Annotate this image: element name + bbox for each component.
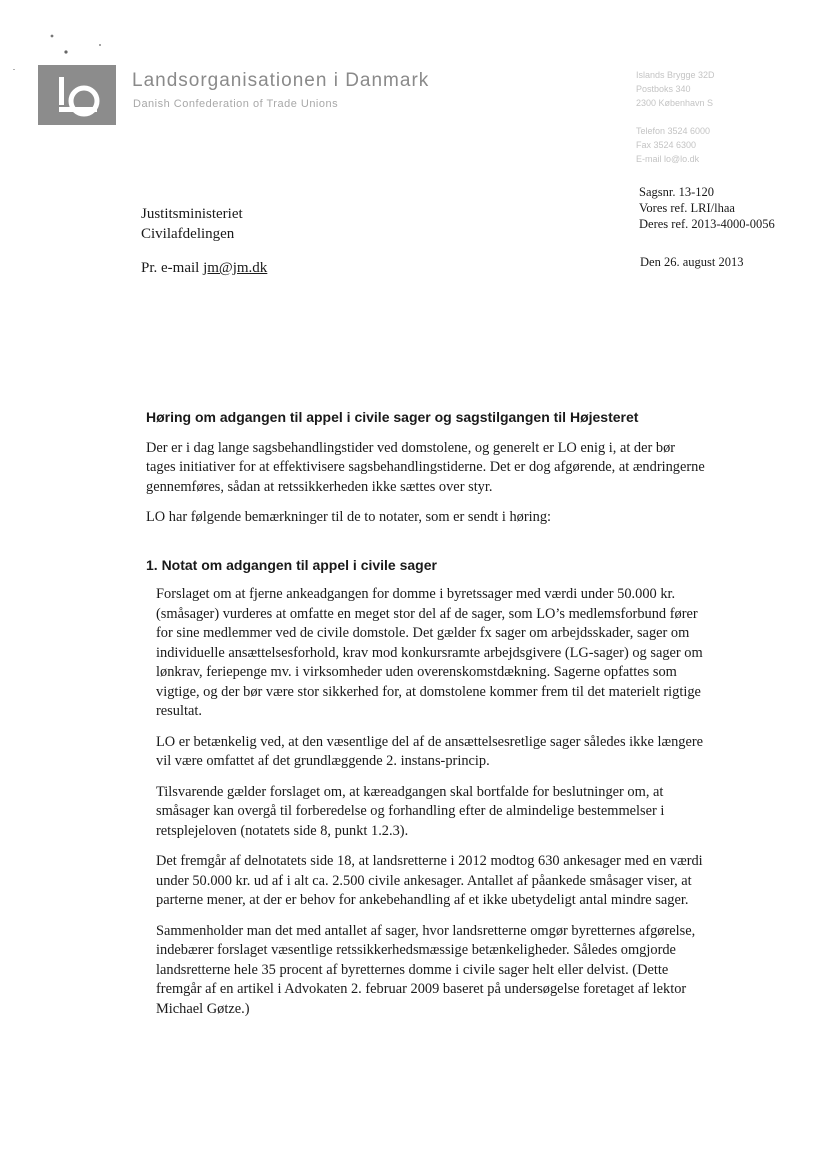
lo-logo-icon xyxy=(38,65,116,125)
contact-block xyxy=(636,68,715,166)
your-reference: Deres ref. 2013-4000-0056 xyxy=(639,217,775,231)
body-paragraph: Sammenholder man det med antallet af sager, hvor landsretterne omgør byretternes afgørelse, indebærer forslaget væsentlige retssikkerhedsmæssige betænkeligheder. Således omgjorde landsretterne hele 35 procent af byretternes domme i civile sager helt eller delvist. (Dette fremgår af en artikel i Advokaten 2. februar 2009 baseret på undersøgelse foretaget af lektor Michael Gøtze.) xyxy=(156,922,696,1017)
body-paragraph: Der er i dag lange sagsbehandlingstider ved domstolene, og generelt er LO enig i, at der bør tages initiativer for at effektivisere sagsbehandlingstiderne. Det er dog afgørende, at ændringerne gennemføres, sådan at retssikkerheden ikke sættes over styr. xyxy=(146,439,705,495)
contact-spacer xyxy=(636,110,715,124)
email-prefix: Pr. e-mail xyxy=(141,260,204,276)
letter-body xyxy=(146,408,706,1030)
body-paragraph: Det fremgår af delnotatets side 18, at landsretterne i 2012 modtog 630 ankesager med en værdi under 50.000 kr. ud af i alt ca. 2.500 civile ankesager. Antallet af påankede småsager viser, at parterne mener, at der er behov for ankebehandling af et ikke ubetydeligt antal mindre sager. xyxy=(156,853,703,908)
lo-logo xyxy=(38,65,116,125)
org-subtitle: Danish Confederation of Trade Unions xyxy=(133,98,339,110)
case-number: Sagsnr. 13-120 xyxy=(639,185,714,199)
letter-heading: Høring om adgangen til appel i civile sager og sagstilgangen til Højesteret xyxy=(146,409,639,425)
email-link[interactable]: jm@jm.dk xyxy=(203,260,268,276)
body-paragraph: LO har følgende bemærkninger til de to notater, som er sendt i høring: xyxy=(146,509,552,525)
body-paragraph: Forslaget om at fjerne ankeadgangen for domme i byretssager med værdi under 50.000 kr. (småsager) vurderes at omfatte en meget stor del af de sager, som LO’s medlemsforbund fører for sine medlemmer ved de civile domstole. Det gælder fx sager om arbejdsskader, sager om individuelle ansættelsesforhold, krav mod konkursramte arbejdsgivere (LG-sager) og sager om lønkrav, feriepenge mv. i virksomheder uden overenskomstdækning. Sagerne opfattes som vigtige, og der bør være stor sikkerhed for, at domstolene kommer frem til det materielt rigtige resultat. xyxy=(156,586,703,719)
recipient-line: Justitsministeriet xyxy=(141,206,243,222)
body-paragraph: LO er betænkelig ved, at den væsentlige del af de ansættelsesretlige sager således ikke længere vil være omfattet af det grundlæggende 2. instans-princip. xyxy=(156,733,704,769)
our-reference: Vores ref. LRI/lhaa xyxy=(639,201,735,215)
letter-date: Den 26. august 2013 xyxy=(640,255,744,269)
contact-line: Telefon 3524 6000 xyxy=(636,126,711,136)
contact-line: Postboks 340 xyxy=(636,84,691,94)
scan-specks xyxy=(0,0,120,70)
recipient-line: Civilafdelingen xyxy=(141,226,235,242)
section-heading: 1. Notat om adgangen til appel i civile sager xyxy=(146,556,437,573)
contact-line: E-mail lo@lo.dk xyxy=(636,154,700,164)
contact-line: Islands Brygge 32D xyxy=(636,70,715,80)
email-line xyxy=(141,260,267,277)
reference-block xyxy=(639,184,775,232)
recipient-address xyxy=(141,204,243,244)
org-name: Landsorganisationen i Danmark xyxy=(132,70,430,91)
contact-line: 2300 København S xyxy=(636,98,714,108)
contact-line: Fax 3524 6300 xyxy=(636,140,697,150)
body-paragraph: Tilsvarende gælder forslaget om, at kæreadgangen skal bortfalde for beslutninger om, at småsager kan overgå til forberedelse og forhandling efter de almindelige bestemmelser i retsplejeloven (notatets side 8, punkt 1.2.3). xyxy=(156,783,665,839)
